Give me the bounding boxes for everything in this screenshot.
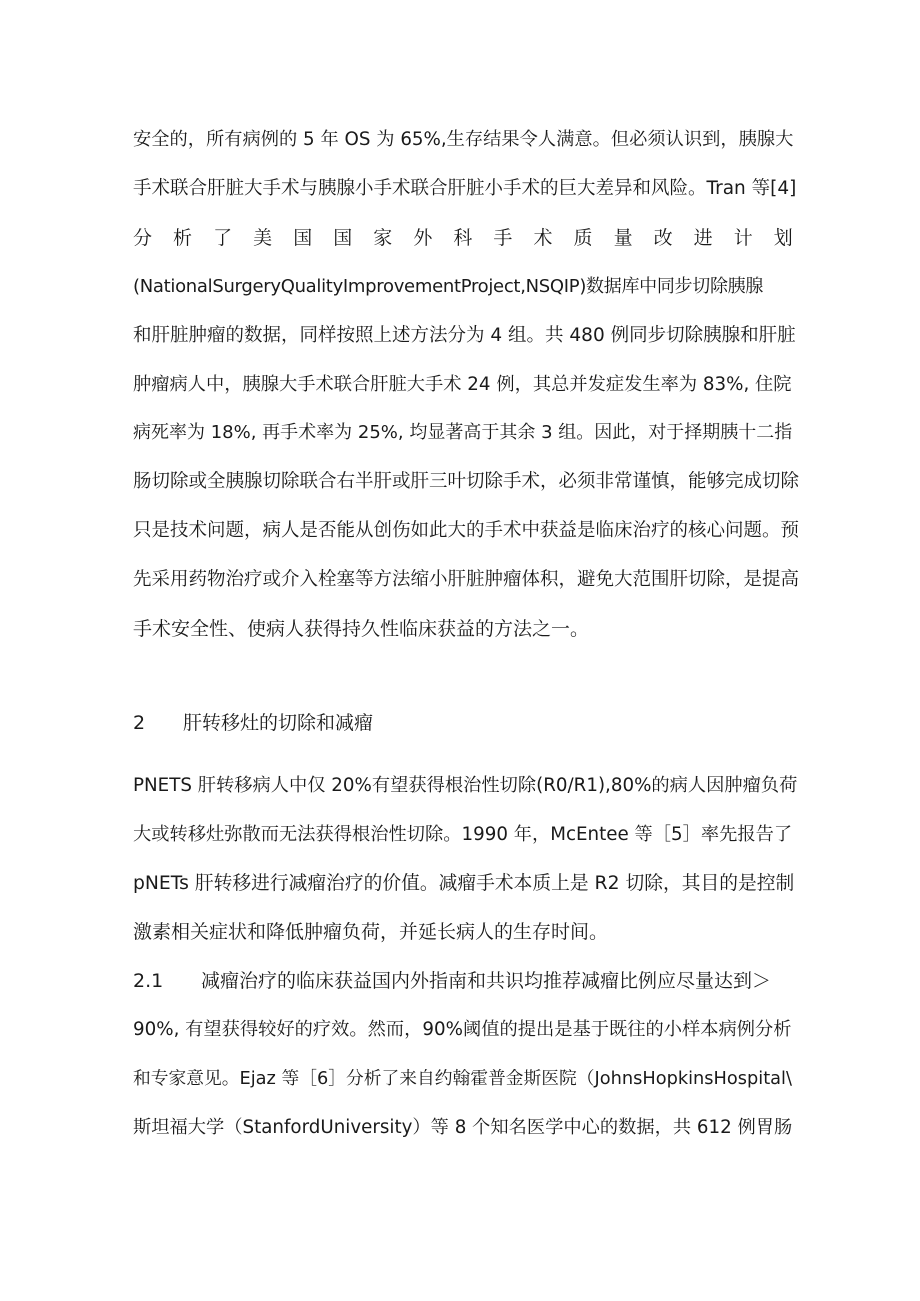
subsection-line-4: 斯坦福大学（StanfordUniversity）等 8 个知名医学中心的数据，共 612 例胃肠	[133, 1117, 793, 1138]
subsection-line-3: 和专家意见。Ejaz 等［6］分析了来自约翰霍普金斯医院（JohnsHopkinsHospital\	[133, 1069, 792, 1089]
subsection-first-line: 减瘤治疗的临床获益国内外指南和共识均推荐减瘤比例应尽量达到＞	[201, 970, 772, 992]
spaced-char: 手	[493, 227, 513, 249]
paragraph1-line-1: 安全的，所有病例的 5 年 OS 为 65%,生存结果令人满意。但必须认识到，胰腺大	[133, 129, 794, 150]
spaced-char: 量	[613, 227, 633, 249]
paragraph1-line-4: 和肝脏肿瘤的数据，同样按照上述方法分为 4 组。共 480 例同步切除胰腺和肝脏	[133, 325, 796, 346]
spaced-char: 了	[213, 227, 233, 249]
paragraph1-line-5: 肿瘤病人中，胰腺大手术联合肝脏大手术 24 例，其总并发症发生率为 83%, 住院	[133, 374, 792, 395]
spaced-char: 质	[573, 227, 593, 249]
paragraph1-line-7: 肠切除或全胰腺切除联合右半肝或肝三叶切除手术，必须非常谨慎，能够完成切除	[133, 471, 800, 492]
paragraph2-line-4: 激素相关症状和降低肿瘤负荷，并延长病人的生存时间。	[133, 921, 609, 943]
spaced-char: 析	[173, 227, 193, 249]
spaced-char: 家	[373, 227, 393, 249]
paragraph1-line-10: 手术安全性、使病人获得持久性临床获益的方法之一。	[133, 618, 590, 640]
paragraph1-line-3: (NationalSurgeryQualityImprovementProject,NSQIP)数据库中同步切除胰腺	[133, 276, 764, 297]
paragraph1-line-9: 先采用药物治疗或介入栓塞等方法缩小肝脏肿瘤体积，避免大范围肝切除，是提高	[133, 569, 800, 590]
spaced-char: 国	[293, 227, 313, 249]
paragraph1-line-2: 手术联合肝脏大手术与胰腺小手术联合肝脏小手术的巨大差异和风险。Tran 等[4]	[133, 178, 797, 199]
paragraph1-line-8: 只是技术问题，病人是否能从创伤如此大的手术中获益是临床治疗的核心问题。预	[133, 520, 800, 541]
spaced-char: 国	[333, 227, 353, 249]
subsection-number: 2.1	[133, 970, 164, 992]
paragraph1-line-6: 病死率为 18%, 再手术率为 25%, 均显著高于其余 3 组。因此，对于择期胰十二指	[133, 422, 793, 443]
paragraph2-line-1: PNETS 肝转移病人中仅 20%有望获得根治性切除(R0/R1),80%的病人因肿瘤负荷	[133, 775, 798, 796]
spaced-char: 分	[133, 227, 153, 249]
section-number: 2	[133, 712, 146, 734]
subsection-line-2: 90%, 有望获得较好的疗效。然而，90%阈值的提出是基于既往的小样本病例分析	[133, 1019, 792, 1040]
paragraph2-line-2: 大或转移灶弥散而无法获得根治性切除。1990 年，McEntee 等［5］率先报告了	[133, 824, 793, 845]
spaced-char: 外	[413, 227, 433, 249]
spaced-char: 计	[733, 227, 753, 249]
section-title: 肝转移灶的切除和减瘤	[183, 712, 374, 734]
spaced-char: 进	[693, 227, 713, 249]
spaced-char: 科	[453, 227, 473, 249]
spaced-char: 改	[653, 227, 673, 249]
spaced-char: 划	[773, 227, 793, 249]
spaced-char: 美	[253, 227, 273, 249]
paragraph2-line-3: pNETs 肝转移进行减瘤治疗的价值。减瘤手术本质上是 R2 切除，其目的是控制	[133, 873, 795, 894]
paragraph1-spaced-line	[133, 226, 793, 250]
spaced-char: 术	[533, 227, 553, 249]
